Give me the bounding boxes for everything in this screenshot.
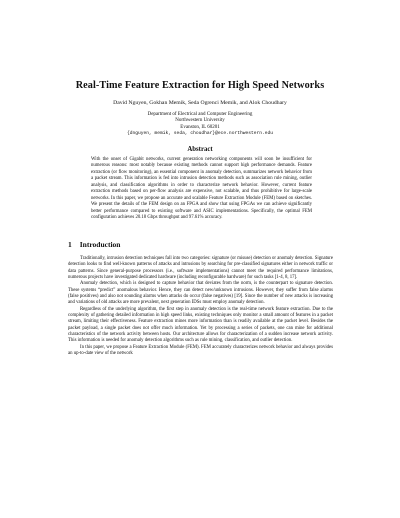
abstract-heading: Abstract — [187, 146, 213, 153]
section-heading-introduction — [68, 240, 120, 249]
affiliation-block — [0, 112, 400, 138]
body-paragraph: Regardless of the underlying algorithm, the first step in anomaly detection is the real-time network feature extraction. Due to the complexity of gathering detailed information in high speed links, existing techniques only monitor a small amount of features in a packet stream, limiting their effectiveness. Feature extraction mines more information than is readily available at the packet level. Besides the packet payload, a single packet does not offer much information. Yet by processing a series of packets, one can mine for additional characteristics of the network activity between hosts. Our architecture allows for characterization of a sudden increase network activity. This information is needed for anomaly detection algorithms such as rule mining, classification, and outlier detection. — [68, 306, 333, 344]
affiliation-department: Department of Electrical and Computer Engineering — [147, 112, 253, 117]
abstract-text: With the onset of Gigabit networks, current generation networking components will soon be insufficient for numerous reasons: most notably because existing methods cannot support high performance demands. Feature extraction (or flow monitoring), an essential component in anomaly detection, summarizes network behavior from a packet stream. This information is fed into intrusion detection methods such as association rule mining, outlier analysis, and classification algorithms in order to characterize network behavior. However, current feature extraction methods based on per-flow analysis are expensive, not scalable, and thus prohibitive for large-scale networks. In this paper, we propose an accurate and scalable Feature Extraction Module (FEM) based on sketches. We present the details of the FEM design on an FPGA and show that using FPGAs we can achieve significantly better performance compared to existing software and ASIC implementations. Specifically, the optimal FEM configuration achieves 20.18 Gbps throughput and 97.61% accuracy. — [91, 157, 312, 221]
section-number: 1 — [68, 240, 72, 249]
body-paragraph: In this paper, we propose a Feature Extraction Module (FEM). FEM accurately characterizes network behavior and always provides an up-to-date view of the network — [68, 344, 333, 357]
section-title: Introduction — [79, 240, 121, 249]
body-paragraph: Traditionally, intrusion detection techniques fall into two categories: signature (or misuse) detection or anomaly detection. Signature detection looks to find well-known patterns of attacks and intrusions by searching for pre-classified signatures either in network traffic or data patterns. Since general-purpose processors (i.e., software implementations) cannot meet the required performance limitations, numerous projects have investigated dedicated hardware (including reconfigurable hardware) for such tasks [1-4, 8, 17]. — [68, 256, 333, 281]
introduction-body — [68, 256, 333, 358]
author-list: David Nguyen, Gokhan Memik, Seda Ogrenci Memik, and Alok Choudhary — [113, 100, 287, 106]
paper-title: Real-Time Feature Extraction for High Speed Networks — [75, 80, 325, 91]
body-paragraph: Anomaly detection, which is designed to capture behavior that deviates from the norm, is the counterpart to signature detection. These systems “predict” anomalous behavior. Hence, they can detect new/unknown intrusions. However, they suffer from false alarms (false positives) and also not sounding alarms when attacks do occur (false negatives) [19]. Since the number of new attacks is increasing and variations of old attacks are more prevalent, next generation IDSs must employ anomaly detection. — [68, 281, 333, 306]
author-emails: {dnguyen, memik, seda, choudhar}@ece.northwestern.edu — [126, 131, 274, 137]
affiliation-university: Northwestern University — [175, 118, 225, 124]
affiliation-location: Evanston, IL 60201 — [180, 124, 220, 130]
